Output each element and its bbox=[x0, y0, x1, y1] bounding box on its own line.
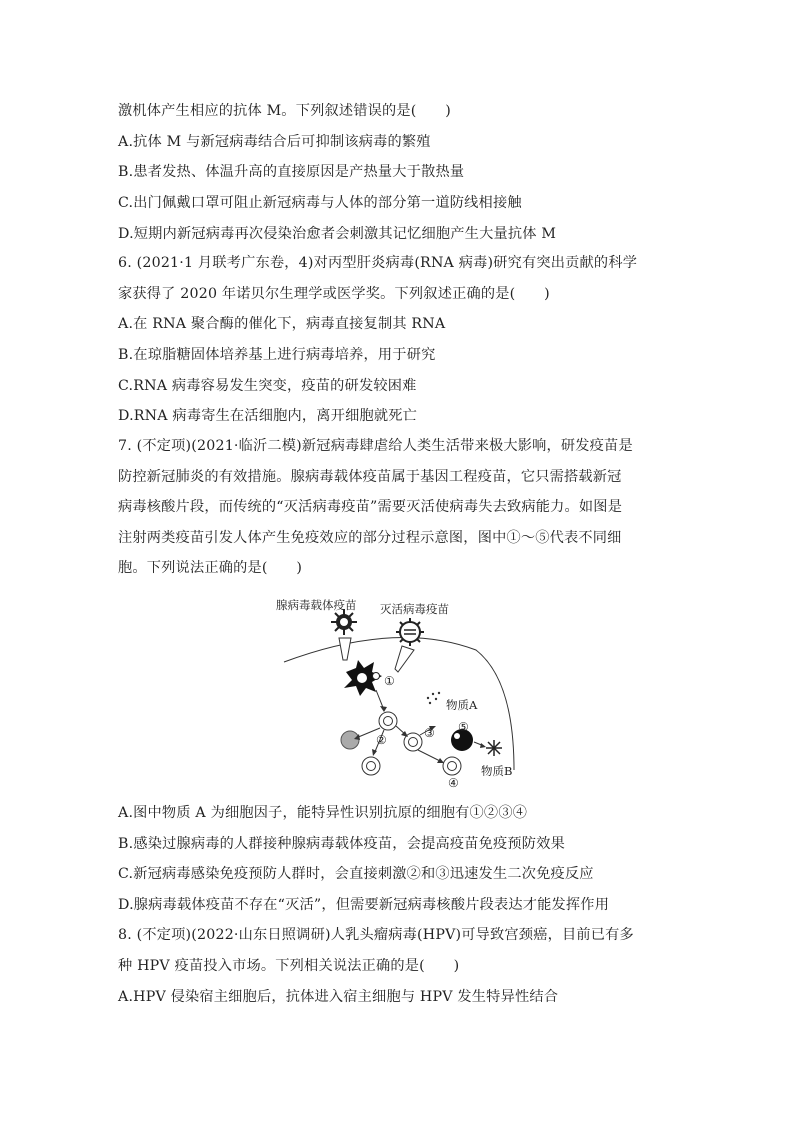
adenovirus-vaccine-icon bbox=[331, 609, 357, 635]
syringe-1 bbox=[339, 638, 351, 660]
inactivated-virus-vaccine-icon bbox=[396, 618, 424, 646]
label-cell-2: ② bbox=[376, 733, 387, 747]
text-line: 家获得了 2020 年诺贝尔生理学或医学奖。下列叙述正确的是( ) bbox=[118, 286, 550, 302]
substance-b-antibodies bbox=[486, 740, 502, 756]
text-line: 激机体产生相应的抗体 M。下列叙述错误的是( ) bbox=[118, 103, 452, 119]
question-8: 8. (不定项)(2022·山东日照调研)人乳头瘤病毒(HPV)可导致宫颈癌，目前已有多 bbox=[118, 927, 634, 943]
label-adenovirus-vaccine: 腺病毒载体疫苗 bbox=[276, 598, 357, 612]
text-line: 注射两类疫苗引发人体产生免疫效应的部分过程示意图，图中①～⑤代表不同细 bbox=[118, 530, 622, 546]
question-6: 6. (2021·1 月联考广东卷，4)对丙型肝炎病毒(RNA 病毒)研究有突出贡献的科学 bbox=[118, 255, 638, 271]
label-inactivated-vaccine: 灭活病毒疫苗 bbox=[380, 602, 449, 616]
label-substance-b: 物质B bbox=[481, 764, 513, 778]
figure-drawing bbox=[276, 590, 526, 790]
option-b: B.在琼脂糖固体培养基上进行病毒培养，用于研究 bbox=[118, 347, 436, 363]
option-d: D.短期内新冠病毒再次侵染治愈者会刺激其记忆细胞产生大量抗体 M bbox=[118, 226, 557, 242]
label-substance-a: 物质A bbox=[446, 698, 478, 712]
option-c: C.新冠病毒感染免疫预防人群时，会直接刺激②和③迅速发生二次免疫反应 bbox=[118, 866, 594, 882]
option-d: D.RNA 病毒寄生在活细胞内，离开细胞就死亡 bbox=[118, 408, 418, 424]
label-cell-3: ③ bbox=[424, 726, 435, 740]
option-d: D.腺病毒载体疫苗不存在“灭活”，但需要新冠病毒核酸片段表达才能发挥作用 bbox=[118, 897, 610, 913]
cell-lower-left bbox=[362, 757, 380, 775]
substance-a-dots bbox=[427, 692, 440, 704]
text-line: 种 HPV 疫苗投入市场。下列相关说法正确的是( ) bbox=[118, 958, 460, 974]
question-7: 7. (不定项)(2021·临沂二模)新冠病毒肆虐给人类生活带来极大影响，研发疫苗是 bbox=[118, 438, 633, 454]
label-cell-1: ① bbox=[384, 674, 395, 688]
text-line: 胞。下列说法正确的是( ) bbox=[118, 560, 303, 576]
cell-4-ring bbox=[443, 757, 461, 775]
option-a: A.HPV 侵染宿主细胞后，抗体进入宿主细胞与 HPV 发生特异性结合 bbox=[118, 989, 559, 1005]
option-c: C.出门佩戴口罩可阻止新冠病毒与人体的部分第一道防线相接触 bbox=[118, 195, 522, 211]
immune-response-figure bbox=[276, 590, 526, 790]
text-line: 防控新冠肺炎的有效措施。腺病毒载体疫苗属于基因工程疫苗，它只需搭载新冠 bbox=[118, 469, 622, 485]
label-cell-4: ④ bbox=[448, 776, 459, 790]
text-line: 病毒核酸片段，而传统的“灭活病毒疫苗”需要灭活使病毒失去致病能力。如图是 bbox=[118, 499, 623, 515]
option-a: A.图中物质 A 为细胞因子，能特异性识别抗原的细胞有①②③④ bbox=[118, 805, 528, 821]
option-a: A.抗体 M 与新冠病毒结合后可抑制该病毒的繁殖 bbox=[118, 134, 431, 150]
label-cell-5: ⑤ bbox=[458, 720, 469, 734]
option-a: A.在 RNA 聚合酶的催化下，病毒直接复制其 RNA bbox=[118, 316, 446, 332]
grey-cell bbox=[341, 731, 359, 749]
option-c: C.RNA 病毒容易发生突变，疫苗的研发较困难 bbox=[118, 378, 417, 394]
option-b: B.患者发热、体温升高的直接原因是产热量大于散热量 bbox=[118, 164, 465, 180]
cell-2-ring bbox=[379, 712, 397, 730]
syringe-2 bbox=[395, 646, 414, 672]
option-b: B.感染过腺病毒的人群接种腺病毒载体疫苗，会提高疫苗免疫预防效果 bbox=[118, 836, 565, 852]
